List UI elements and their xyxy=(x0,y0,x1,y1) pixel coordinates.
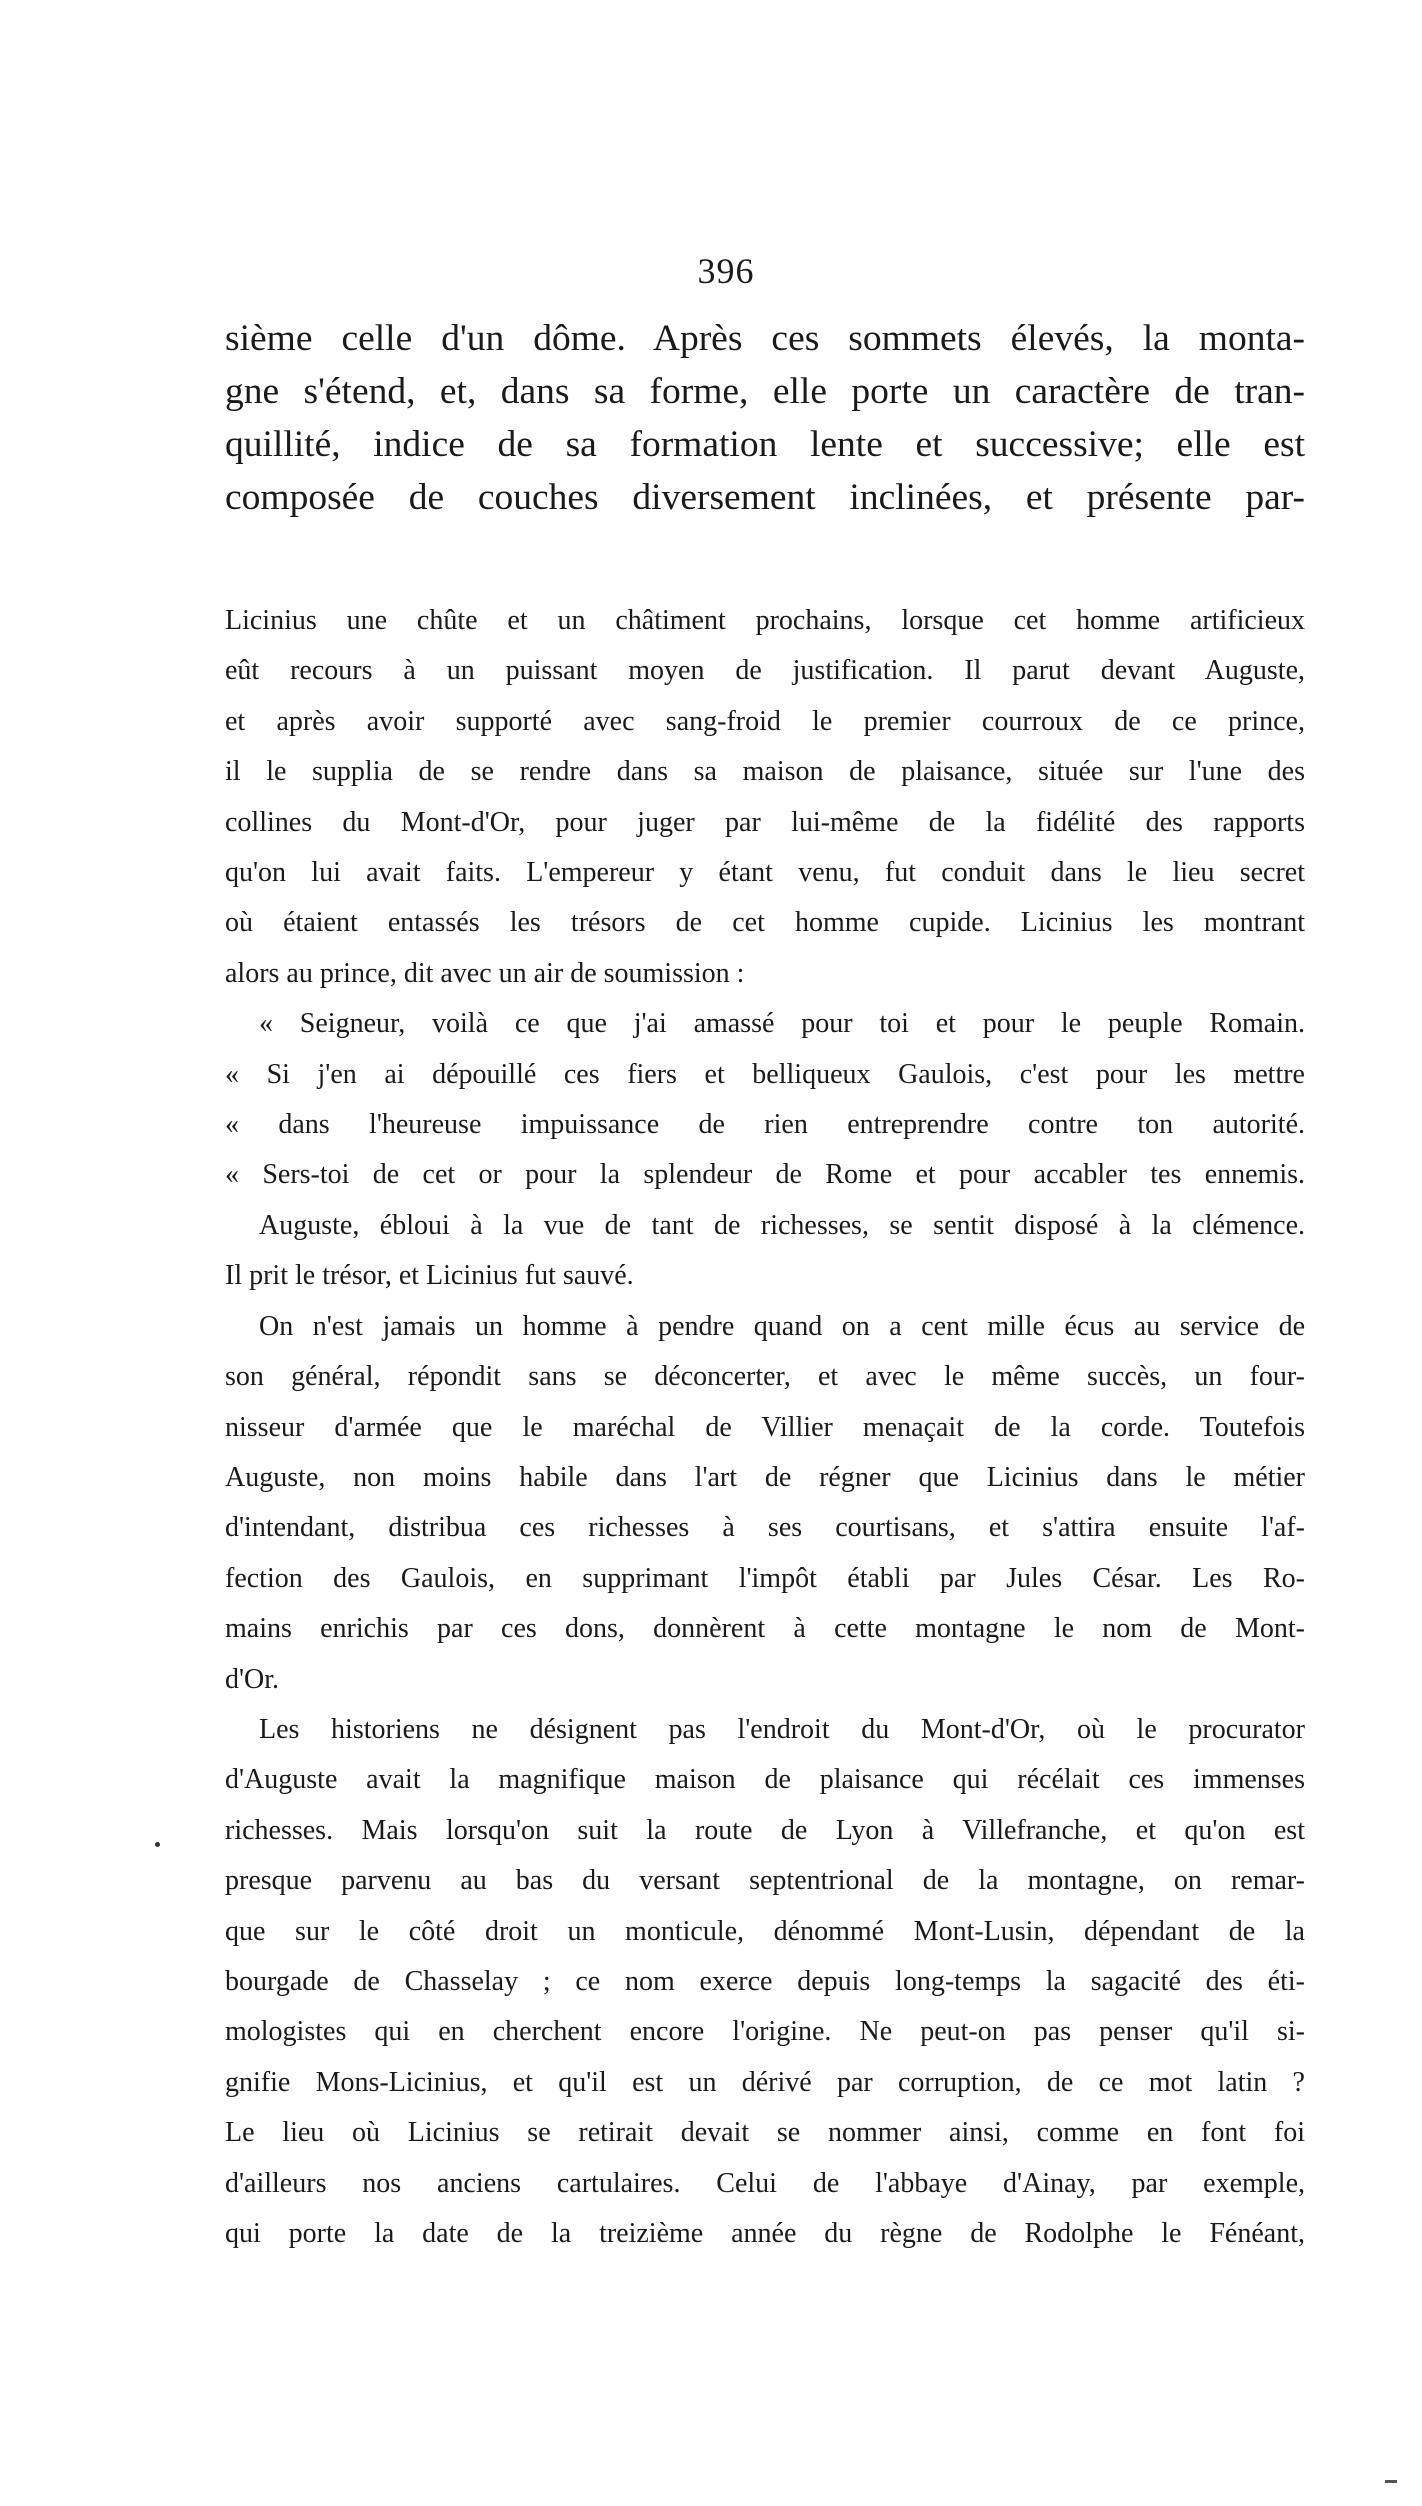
top-paragraph-line: gne s'étend, et, dans sa forme, elle porte un caractère de tran- xyxy=(225,371,1305,412)
body-line: Il prit le trésor, et Licinius fut sauvé. xyxy=(225,1260,634,1292)
body-line: « dans l'heureuse impuissance de rien entreprendre contre ton autorité. xyxy=(225,1109,1305,1141)
body-line: d'Or. xyxy=(225,1663,280,1695)
top-paragraph-line: quillité, indice de sa formation lente et successive; elle est xyxy=(225,424,1305,465)
body-line: bourgade de Chasselay ; ce nom exerce depuis long-temps la sagacité des éti- xyxy=(225,1965,1305,1997)
body-line: mains enrichis par ces dons, donnèrent à cette montagne le nom de Mont- xyxy=(225,1613,1305,1645)
body-line: « Seigneur, voilà ce que j'ai amassé pour toi et pour le peuple Romain. xyxy=(259,1008,1305,1040)
body-line: Auguste, non moins habile dans l'art de régner que Licinius dans le métier xyxy=(225,1461,1305,1493)
body-line: d'Auguste avait la magnifique maison de plaisance qui récélait ces immenses xyxy=(225,1764,1305,1796)
top-paragraph-line: sième celle d'un dôme. Après ces sommets élevés, la monta- xyxy=(225,318,1305,359)
margin-dot xyxy=(155,1842,160,1847)
body-text xyxy=(225,596,1305,2259)
body-line: « Sers-toi de cet or pour la splendeur de Rome et pour accabler tes ennemis. xyxy=(225,1159,1305,1191)
body-line: Auguste, ébloui à la vue de tant de richesses, se sentit disposé à la clémence. xyxy=(259,1209,1305,1241)
page-edge-mark xyxy=(1385,2480,1397,2483)
body-line: Les historiens ne désignent pas l'endroit du Mont-d'Or, où le procurator xyxy=(259,1713,1305,1745)
body-line: « Si j'en ai dépouillé ces fiers et belliqueux Gaulois, c'est pour les mettre xyxy=(225,1058,1305,1090)
body-line: mologistes qui en cherchent encore l'origine. Ne peut-on pas penser qu'il si- xyxy=(225,2016,1305,2048)
body-line: où étaient entassés les trésors de cet homme cupide. Licinius les montrant xyxy=(225,907,1305,939)
body-line: gnifie Mons-Licinius, et qu'il est un dérivé par corruption, de ce mot latin ? xyxy=(225,2066,1305,2098)
body-line: eût recours à un puissant moyen de justification. Il parut devant Auguste, xyxy=(225,655,1305,687)
body-line: que sur le côté droit un monticule, dénommé Mont-Lusin, dépendant de la xyxy=(225,1915,1305,1947)
body-line: Licinius une chûte et un châtiment prochains, lorsque cet homme artificieux xyxy=(225,605,1305,636)
body-line: d'ailleurs nos anciens cartulaires. Celui de l'abbaye d'Ainay, par exemple, xyxy=(225,2167,1305,2199)
top-paragraph xyxy=(225,312,1305,524)
body-line: On n'est jamais un homme à pendre quand on a cent mille écus au service de xyxy=(259,1310,1305,1342)
body-line: alors au prince, dit avec un air de soumission : xyxy=(225,957,745,989)
body-line: richesses. Mais lorsqu'on suit la route de Lyon à Villefranche, et qu'on est xyxy=(225,1814,1305,1846)
body-line: fection des Gaulois, en supprimant l'impôt établi par Jules César. Les Ro- xyxy=(225,1562,1305,1594)
top-paragraph-line: composée de couches diversement inclinées, et présente par- xyxy=(225,477,1305,518)
body-line: nisseur d'armée que le maréchal de Villier menaçait de la corde. Toutefois xyxy=(225,1411,1305,1443)
body-line: il le supplia de se rendre dans sa maison de plaisance, située sur l'une des xyxy=(225,756,1305,788)
body-line: son général, répondit sans se déconcerter, et avec le même succès, un four- xyxy=(225,1361,1305,1393)
page-number: 396 xyxy=(697,251,755,291)
body-line: collines du Mont-d'Or, pour juger par lui-même de la fidélité des rapports xyxy=(225,806,1305,838)
body-line: et après avoir supporté avec sang-froid le premier courroux de ce prince, xyxy=(225,705,1305,737)
body-line: Le lieu où Licinius se retirait devait se nommer ainsi, comme en font foi xyxy=(225,2117,1305,2149)
body-line: d'intendant, distribua ces richesses à ses courtisans, et s'attira ensuite l'af- xyxy=(225,1512,1305,1544)
body-line: qu'on lui avait faits. L'empereur y étant venu, fut conduit dans le lieu secret xyxy=(225,857,1305,889)
body-line: qui porte la date de la treizième année du règne de Rodolphe le Fénéant, xyxy=(225,2218,1305,2249)
body-line: presque parvenu au bas du versant septentrional de la montagne, on remar- xyxy=(225,1865,1305,1897)
